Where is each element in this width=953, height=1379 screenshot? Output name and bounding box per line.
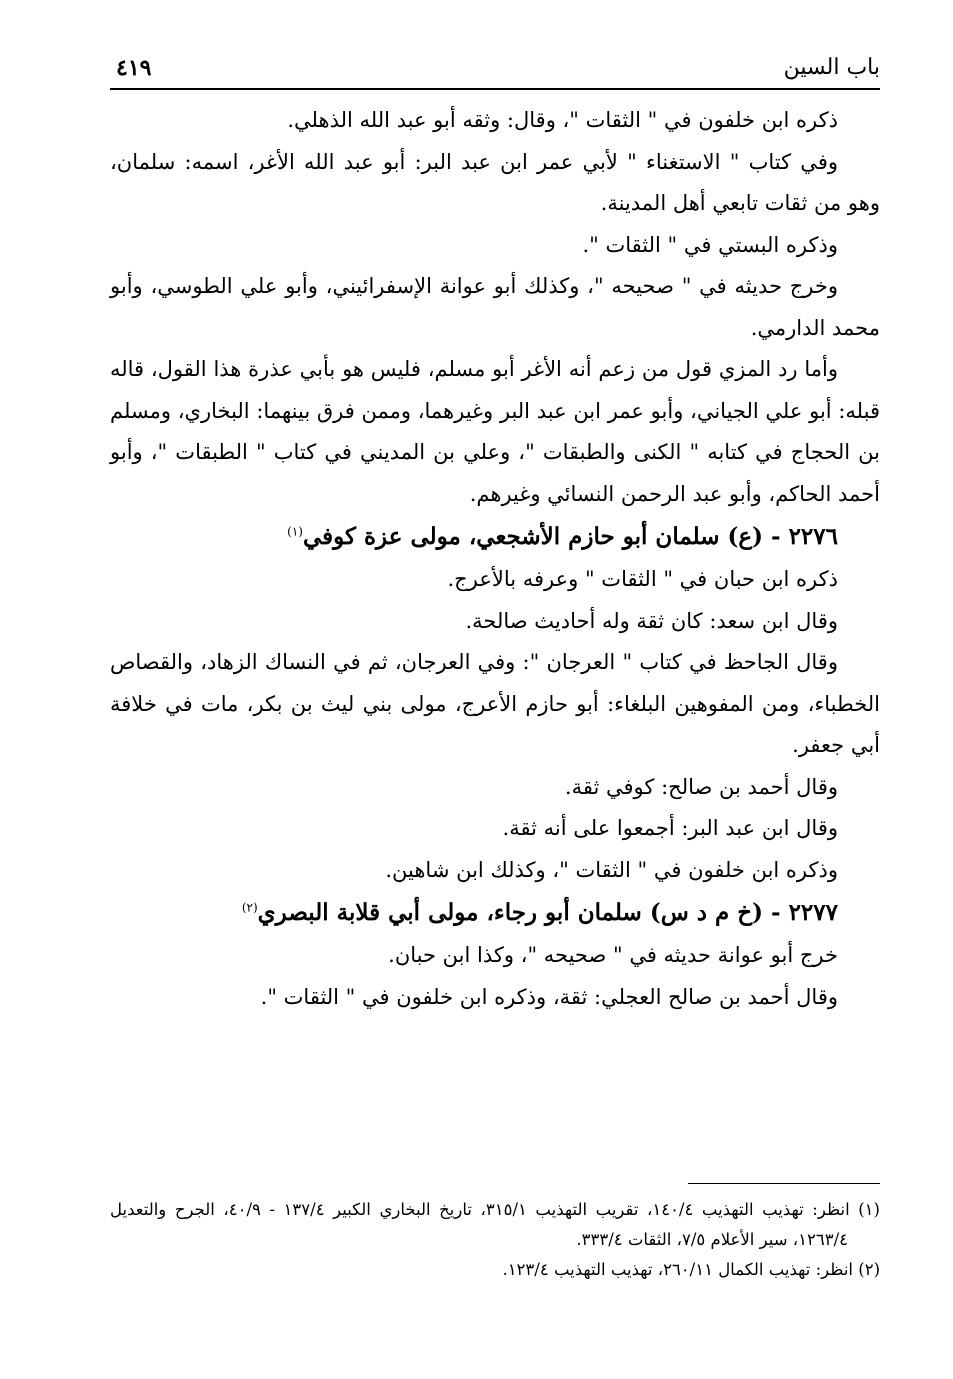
- chapter-title: باب السين: [783, 55, 880, 80]
- paragraph: وقال أحمد بن صالح: كوفي ثقة.: [564, 774, 838, 799]
- paragraph: وقال أحمد بن صالح العجلي: ثقة، وذكره ابن خلفون في " الثقات ".: [260, 984, 838, 1009]
- paragraph: وقال ابن عبد البر: أجمعوا على أنه ثقة.: [502, 816, 838, 840]
- paragraph: وفي كتاب " الاستغناء " لأبي عمر ابن عبد البر: أبو عبد الله الأغر، اسمه: سلمان، وهو من ثقات تابعي أهل المدينة.: [110, 149, 880, 215]
- page-number: ٤١٩: [116, 55, 152, 81]
- main-text: [110, 100, 880, 1018]
- paragraph: وقال الجاحظ في كتاب " العرجان ": وفي العرجان، ثم في النساك الزهاد، والقصاص الخطباء، ومن المفوهين البلغاء: أبو حازم الأعرج، مولى بني ليث بن بكر، مات في خلافة أبي جعفر.: [110, 650, 880, 757]
- paragraph: وأما رد المزي قول من زعم أنه الأغر أبو مسلم، فليس هو بأبي عذرة هذا القول، قاله قبله: أبو علي الجياني، وأبو عمر ابن عبد البر وغيرهما، وممن فرق بينهما: البخاري، ومسلم بن الحجاج في كتابه " الكنى والطبقات "، وعلي بن المديني في كتاب " الطبقات "، وأبو أحمد الحاكم، وأبو عبد الرحمن النسائي وغيرهم.: [110, 357, 880, 506]
- footnote: (١) انظر: تهذيب التهذيب ١٤٠/٤، تقريب التهذيب ٣١٥/١، تاريخ البخاري الكبير ١٣٧/٤ - ٤٠/٩، الجرح والتعديل ١٢٦٣/٤، سير الأعلام ٧/٥، الثقات ٣٣٣/٤.: [110, 1200, 880, 1249]
- paragraph: وخرج حديثه في " صحيحه "، وكذلك أبو عوانة الإسفرائيني، وأبو علي الطوسي، وأبو محمد الدارمي.: [110, 274, 880, 340]
- page-header: [110, 48, 880, 84]
- entry-heading-text: ٢٢٧٦ - (ع) سلمان أبو حازم الأشجعي، مولى عزة كوفي: [302, 523, 838, 550]
- paragraph: وذكره ابن خلفون في " الثقات "، وكذلك ابن شاهين.: [385, 857, 838, 882]
- paragraph: ذكره ابن حبان في " الثقات " وعرفه بالأعرج.: [447, 567, 838, 591]
- footnote-reference: (٢): [241, 900, 258, 915]
- paragraph: وذكره البستي في " الثقات ".: [582, 232, 838, 257]
- footnote-reference: (١): [287, 524, 303, 539]
- entry-heading-text: ٢٢٧٧ - (خ م د س) سلمان أبو رجاء، مولى أبي قلابة البصري: [257, 899, 838, 926]
- entry-heading: [110, 891, 880, 935]
- footnotes: [110, 1195, 880, 1285]
- paragraph: ذكره ابن خلفون في " الثقات "، وقال: وثقه أبو عبد الله الذهلي.: [287, 108, 838, 132]
- paragraph: خرج أبو عوانة حديثه في " صحيحه "، وكذا ابن حبان.: [388, 943, 838, 967]
- footnote: (٢) انظر: تهذيب الكمال ٢٦٠/١١، تهذيب التهذيب ١٢٣/٤.: [502, 1260, 880, 1279]
- footnote-divider: [688, 1183, 880, 1184]
- header-divider: [110, 88, 880, 90]
- entry-heading: [110, 515, 880, 559]
- paragraph: وقال ابن سعد: كان ثقة وله أحاديث صالحة.: [465, 608, 838, 633]
